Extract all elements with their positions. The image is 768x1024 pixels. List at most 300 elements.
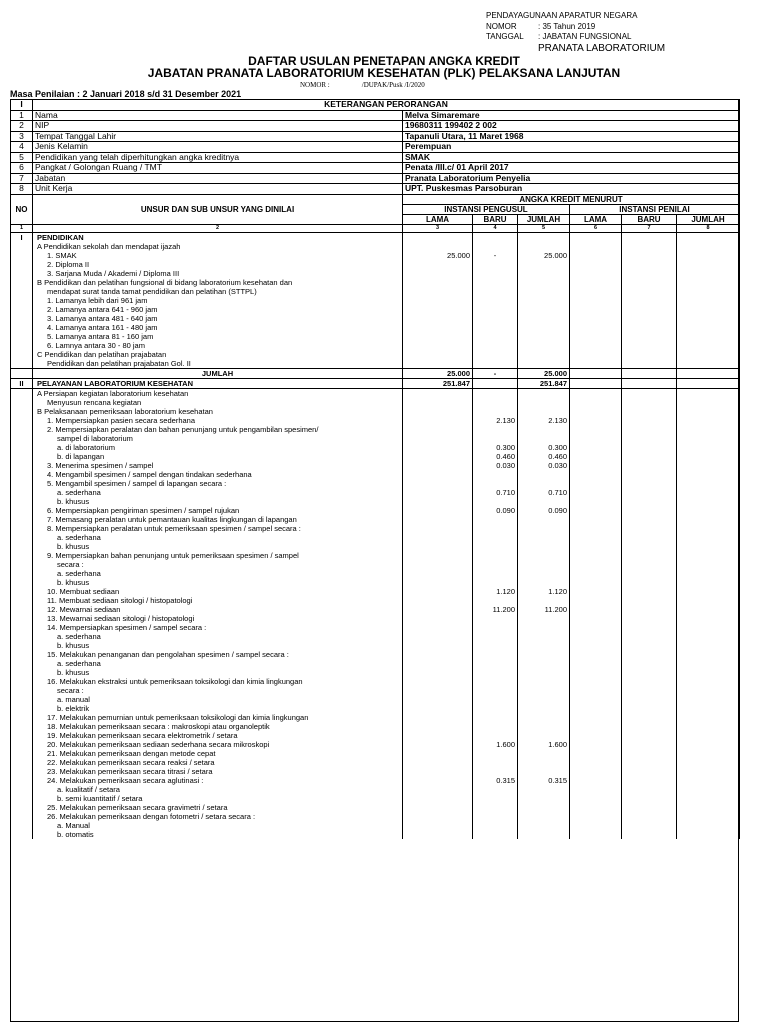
row-baru-penilai xyxy=(622,260,677,269)
row-jumlah-penilai xyxy=(677,506,740,515)
row-lama-penilai xyxy=(570,668,622,677)
row-text: b. otomatis xyxy=(33,830,403,839)
personal-label: Tempat Tanggal Lahir xyxy=(33,131,403,142)
row-lama-penilai xyxy=(570,722,622,731)
row-baru-penilai xyxy=(622,776,677,785)
header-line1: PENDAYAGUNAAN APARATUR NEGARA xyxy=(486,11,638,20)
row-lama-penilai xyxy=(570,623,622,632)
table-row xyxy=(11,794,740,803)
row-number xyxy=(11,443,33,452)
row-lama xyxy=(403,659,473,668)
row-text: 5. Lamanya antara 81 - 160 jam xyxy=(33,332,403,341)
row-lama xyxy=(403,332,473,341)
row-baru xyxy=(473,821,518,830)
row-baru xyxy=(473,350,518,359)
row-baru xyxy=(473,341,518,350)
row-text: sampel di laboratorium xyxy=(33,434,403,443)
personal-number: 1 xyxy=(11,110,33,121)
personal-row xyxy=(11,121,740,132)
row-text: 25. Melakukan pemeriksaan secara gravimetri / setara xyxy=(33,803,403,812)
row-baru xyxy=(473,713,518,722)
table-row xyxy=(11,821,740,830)
row-jumlah xyxy=(518,260,570,269)
row-baru xyxy=(473,542,518,551)
row-jumlah xyxy=(518,470,570,479)
row-text: 9. Mempersiapkan bahan penunjang untuk pemeriksaan spesimen / sampel xyxy=(33,551,403,560)
row-jumlah xyxy=(518,704,570,713)
row-text: 6. Mempersiapkan pengiriman spesimen / sampel rujukan xyxy=(33,506,403,515)
row-baru-penilai xyxy=(622,368,677,378)
colnum-6: 6 xyxy=(570,224,622,232)
row-text: 20. Melakukan pemeriksaan sediaan sederhana secara mikroskopi xyxy=(33,740,403,749)
row-text: 15. Melakukan penanganan dan pengolahan spesimen / sampel secara : xyxy=(33,650,403,659)
row-baru xyxy=(473,524,518,533)
row-jumlah-penilai xyxy=(677,242,740,251)
row-baru xyxy=(473,314,518,323)
row-lama xyxy=(403,560,473,569)
row-lama-penilai xyxy=(570,416,622,425)
row-lama xyxy=(403,488,473,497)
row-baru: 1.120 xyxy=(473,587,518,596)
row-lama xyxy=(403,569,473,578)
row-jumlah xyxy=(518,794,570,803)
row-text: 4. Lamanya antara 161 - 480 jam xyxy=(33,323,403,332)
row-number xyxy=(11,794,33,803)
row-text: b. khusus xyxy=(33,668,403,677)
personal-value: Tapanuli Utara, 11 Maret 1968 xyxy=(403,131,740,142)
row-number xyxy=(11,731,33,740)
row-baru xyxy=(473,407,518,416)
row-baru-penilai xyxy=(622,668,677,677)
row-jumlah-penilai xyxy=(677,296,740,305)
row-jumlah-penilai xyxy=(677,623,740,632)
row-jumlah-penilai xyxy=(677,803,740,812)
document-subtitle: JABATAN PRANATA LABORATORIUM KESEHATAN (PLK) PELAKSANA LANJUTAN xyxy=(147,66,621,80)
row-lama xyxy=(403,578,473,587)
row-jumlah xyxy=(518,731,570,740)
row-text: a. sederhana xyxy=(33,488,403,497)
row-jumlah-penilai xyxy=(677,713,740,722)
row-jumlah-penilai xyxy=(677,668,740,677)
row-jumlah xyxy=(518,434,570,443)
row-lama-penilai xyxy=(570,479,622,488)
row-text: b. khusus xyxy=(33,578,403,587)
row-baru xyxy=(473,812,518,821)
row-lama xyxy=(403,359,473,369)
header-lama-penilai: LAMA xyxy=(570,214,622,224)
row-text: JUMLAH xyxy=(33,368,403,378)
row-lama-penilai xyxy=(570,524,622,533)
row-jumlah-penilai xyxy=(677,479,740,488)
table-row xyxy=(11,722,740,731)
row-jumlah xyxy=(518,296,570,305)
row-lama-penilai xyxy=(570,232,622,242)
row-number xyxy=(11,287,33,296)
row-jumlah-penilai xyxy=(677,542,740,551)
row-baru xyxy=(473,378,518,388)
row-lama-penilai xyxy=(570,650,622,659)
table-header-row-1 xyxy=(11,194,740,204)
table-row xyxy=(11,767,740,776)
row-baru-penilai xyxy=(622,551,677,560)
table-row xyxy=(11,668,740,677)
row-number xyxy=(11,479,33,488)
table-row xyxy=(11,659,740,668)
row-lama-penilai xyxy=(570,242,622,251)
row-baru-penilai xyxy=(622,695,677,704)
row-lama-penilai xyxy=(570,587,622,596)
row-lama xyxy=(403,470,473,479)
row-baru-penilai xyxy=(622,314,677,323)
row-lama-penilai xyxy=(570,269,622,278)
row-jumlah: 0.090 xyxy=(518,506,570,515)
row-number xyxy=(11,614,33,623)
row-lama xyxy=(403,524,473,533)
row-number xyxy=(11,461,33,470)
row-baru xyxy=(473,767,518,776)
row-lama xyxy=(403,350,473,359)
row-baru xyxy=(473,425,518,434)
row-lama-penilai xyxy=(570,533,622,542)
row-baru-penilai xyxy=(622,686,677,695)
row-baru-penilai xyxy=(622,713,677,722)
row-baru-penilai xyxy=(622,305,677,314)
row-baru-penilai xyxy=(622,378,677,388)
row-jumlah: 25.000 xyxy=(518,368,570,378)
header-tanggal-label: TANGGAL xyxy=(486,32,524,41)
row-number xyxy=(11,641,33,650)
table-row xyxy=(11,569,740,578)
row-baru xyxy=(473,434,518,443)
row-baru xyxy=(473,269,518,278)
table-row xyxy=(11,296,740,305)
row-jumlah-penilai xyxy=(677,686,740,695)
table-row xyxy=(11,251,740,260)
row-number xyxy=(11,407,33,416)
row-text: 3. Sarjana Muda / Akademi / Diploma III xyxy=(33,269,403,278)
row-jumlah xyxy=(518,569,570,578)
row-jumlah xyxy=(518,341,570,350)
table-row xyxy=(11,515,740,524)
table-row xyxy=(11,830,740,839)
row-lama xyxy=(403,704,473,713)
personal-number: 2 xyxy=(11,121,33,132)
row-baru xyxy=(473,578,518,587)
row-jumlah-penilai xyxy=(677,821,740,830)
row-baru xyxy=(473,659,518,668)
row-jumlah xyxy=(518,713,570,722)
table-row xyxy=(11,560,740,569)
row-lama xyxy=(403,425,473,434)
table-row xyxy=(11,812,740,821)
row-jumlah: 0.710 xyxy=(518,488,570,497)
table-row xyxy=(11,232,740,242)
row-lama-penilai xyxy=(570,731,622,740)
row-lama: 25.000 xyxy=(403,368,473,378)
colnum-7: 7 xyxy=(622,224,677,232)
header-nomor-row xyxy=(486,22,665,33)
row-baru-penilai xyxy=(622,251,677,260)
row-baru-penilai xyxy=(622,560,677,569)
row-baru xyxy=(473,704,518,713)
table-row xyxy=(11,776,740,785)
row-lama xyxy=(403,668,473,677)
row-lama xyxy=(403,758,473,767)
table-row xyxy=(11,605,740,614)
row-baru-penilai xyxy=(622,470,677,479)
row-lama-penilai xyxy=(570,323,622,332)
table-row xyxy=(11,686,740,695)
row-number xyxy=(11,359,33,369)
row-text: 5. Mengambil spesimen / sampel di lapangan secara : xyxy=(33,479,403,488)
row-jumlah-penilai xyxy=(677,794,740,803)
table-row xyxy=(11,506,740,515)
row-text: 10. Membuat sediaan xyxy=(33,587,403,596)
personal-number: 8 xyxy=(11,184,33,195)
row-number xyxy=(11,388,33,398)
row-text: C Pendidikan dan pelatihan prajabatan xyxy=(33,350,403,359)
table-row xyxy=(11,425,740,434)
table-row xyxy=(11,341,740,350)
table-row xyxy=(11,278,740,287)
row-baru-penilai xyxy=(622,731,677,740)
row-lama-penilai xyxy=(570,425,622,434)
row-lama-penilai xyxy=(570,287,622,296)
row-text: mendapat surat tanda tamat pendidikan dan pelatihan (STTPL) xyxy=(33,287,403,296)
row-jumlah xyxy=(518,695,570,704)
row-jumlah: 0.300 xyxy=(518,443,570,452)
row-jumlah xyxy=(518,269,570,278)
row-baru xyxy=(473,359,518,369)
row-lama xyxy=(403,830,473,839)
row-text: 3. Lamanya antara 481 - 640 jam xyxy=(33,314,403,323)
row-lama-penilai xyxy=(570,641,622,650)
row-lama xyxy=(403,785,473,794)
row-jumlah xyxy=(518,785,570,794)
row-lama-penilai xyxy=(570,398,622,407)
row-lama-penilai xyxy=(570,378,622,388)
row-baru-penilai xyxy=(622,278,677,287)
row-lama-penilai xyxy=(570,632,622,641)
row-text: Menyusun rencana kegiatan xyxy=(33,398,403,407)
row-baru xyxy=(473,551,518,560)
row-jumlah-penilai xyxy=(677,740,740,749)
row-text: b. semi kuantitatif / setara xyxy=(33,794,403,803)
row-jumlah xyxy=(518,758,570,767)
row-number xyxy=(11,695,33,704)
row-number xyxy=(11,497,33,506)
personal-value: UPT. Puskesmas Parsoburan xyxy=(403,184,740,195)
row-jumlah xyxy=(518,388,570,398)
row-baru-penilai xyxy=(622,398,677,407)
row-baru-penilai xyxy=(622,434,677,443)
row-lama-penilai xyxy=(570,677,622,686)
row-jumlah-penilai xyxy=(677,434,740,443)
row-lama-penilai xyxy=(570,434,622,443)
row-text: 6. Lamnya antara 30 - 80 jam xyxy=(33,341,403,350)
assessment-period: Masa Penilaian : 2 Januari 2018 s/d 31 Desember 2021 xyxy=(10,89,242,99)
row-number xyxy=(11,314,33,323)
row-lama xyxy=(403,242,473,251)
table-row xyxy=(11,614,740,623)
row-jumlah-penilai xyxy=(677,314,740,323)
row-baru: 11.200 xyxy=(473,605,518,614)
header-reference xyxy=(486,11,665,55)
row-baru xyxy=(473,287,518,296)
row-baru xyxy=(473,830,518,839)
row-baru xyxy=(473,632,518,641)
row-jumlah-penilai xyxy=(677,659,740,668)
table-row xyxy=(11,350,740,359)
row-jumlah-penilai xyxy=(677,443,740,452)
table-row xyxy=(11,596,740,605)
row-lama: 25.000 xyxy=(403,251,473,260)
row-jumlah xyxy=(518,278,570,287)
row-number xyxy=(11,551,33,560)
row-jumlah-penilai xyxy=(677,470,740,479)
row-baru: 0.030 xyxy=(473,461,518,470)
row-lama xyxy=(403,623,473,632)
row-number xyxy=(11,749,33,758)
row-jumlah xyxy=(518,479,570,488)
row-baru xyxy=(473,332,518,341)
row-number xyxy=(11,323,33,332)
row-number xyxy=(11,704,33,713)
header-jumlah-penilai: JUMLAH xyxy=(677,214,740,224)
table-row xyxy=(11,623,740,632)
row-baru-penilai xyxy=(622,452,677,461)
table-row xyxy=(11,533,740,542)
row-jumlah xyxy=(518,542,570,551)
header-instansi-pengusul: INSTANSI PENGUSUL xyxy=(403,204,570,214)
table-row xyxy=(11,269,740,278)
row-baru-penilai xyxy=(622,758,677,767)
row-lama: 251.847 xyxy=(403,378,473,388)
row-text: b. di lapangan xyxy=(33,452,403,461)
row-text: 7. Memasang peralatan untuk pemantauan kualitas lingkungan di lapangan xyxy=(33,515,403,524)
row-baru-penilai xyxy=(622,740,677,749)
row-text: 22. Melakukan pemeriksaan secara reaksi / setara xyxy=(33,758,403,767)
row-jumlah xyxy=(518,821,570,830)
row-baru-penilai xyxy=(622,632,677,641)
row-baru-penilai xyxy=(622,533,677,542)
row-lama-penilai xyxy=(570,350,622,359)
row-text: secara : xyxy=(33,560,403,569)
row-jumlah-penilai xyxy=(677,269,740,278)
row-text: b. khusus xyxy=(33,641,403,650)
row-baru-penilai xyxy=(622,596,677,605)
row-jumlah xyxy=(518,677,570,686)
row-lama-penilai xyxy=(570,551,622,560)
row-baru-penilai xyxy=(622,242,677,251)
row-jumlah-penilai xyxy=(677,378,740,388)
colnum-4: 4 xyxy=(473,224,518,232)
row-number xyxy=(11,740,33,749)
table-row xyxy=(11,461,740,470)
row-jumlah-penilai xyxy=(677,614,740,623)
row-lama-penilai xyxy=(570,695,622,704)
section-i-title: KETERANGAN PERORANGAN xyxy=(33,100,740,111)
personal-row xyxy=(11,152,740,163)
row-jumlah xyxy=(518,305,570,314)
row-baru xyxy=(473,668,518,677)
row-baru-penilai xyxy=(622,497,677,506)
row-jumlah-penilai xyxy=(677,287,740,296)
colnum-1: 1 xyxy=(11,224,33,232)
row-lama-penilai xyxy=(570,686,622,695)
row-baru xyxy=(473,677,518,686)
row-jumlah-penilai xyxy=(677,461,740,470)
row-lama-penilai xyxy=(570,305,622,314)
credit-table xyxy=(10,99,740,839)
row-number xyxy=(11,425,33,434)
row-jumlah-penilai xyxy=(677,488,740,497)
row-jumlah xyxy=(518,232,570,242)
row-jumlah-penilai xyxy=(677,677,740,686)
row-lama xyxy=(403,305,473,314)
row-number: II xyxy=(11,378,33,388)
row-jumlah xyxy=(518,350,570,359)
personal-label: Jenis Kelamin xyxy=(33,142,403,153)
row-jumlah xyxy=(518,749,570,758)
row-lama xyxy=(403,323,473,332)
row-jumlah xyxy=(518,668,570,677)
row-number xyxy=(11,269,33,278)
row-lama xyxy=(403,641,473,650)
row-text: PELAYANAN LABORATORIUM KESEHATAN xyxy=(33,378,403,388)
row-lama xyxy=(403,686,473,695)
row-jumlah xyxy=(518,812,570,821)
column-number-row xyxy=(11,224,740,232)
personal-row xyxy=(11,110,740,121)
row-jumlah-penilai xyxy=(677,305,740,314)
table-row xyxy=(11,551,740,560)
personal-value: Penata /III.c/ 01 April 2017 xyxy=(403,163,740,174)
header-tanggal-row xyxy=(486,32,665,43)
row-baru-penilai xyxy=(622,542,677,551)
row-text: a. Manual xyxy=(33,821,403,830)
row-lama xyxy=(403,461,473,470)
row-jumlah: 1.120 xyxy=(518,587,570,596)
row-lama xyxy=(403,632,473,641)
row-baru-penilai xyxy=(622,821,677,830)
document-number-value: /DUPAK/Pusk /I/2020 xyxy=(361,81,425,89)
row-lama-penilai xyxy=(570,407,622,416)
table-row xyxy=(11,368,740,378)
row-lama xyxy=(403,533,473,542)
row-lama xyxy=(403,695,473,704)
row-lama-penilai xyxy=(570,251,622,260)
row-text: 16. Melakukan ekstraksi untuk pemeriksaan toksikologi dan kimia lingkungan xyxy=(33,677,403,686)
row-lama xyxy=(403,677,473,686)
row-lama-penilai xyxy=(570,314,622,323)
row-baru-penilai xyxy=(622,350,677,359)
row-text: 24. Melakukan pemeriksaan secara aglutinasi : xyxy=(33,776,403,785)
row-baru xyxy=(473,785,518,794)
row-jumlah: 1.600 xyxy=(518,740,570,749)
row-lama-penilai xyxy=(570,614,622,623)
table-row xyxy=(11,578,740,587)
row-baru xyxy=(473,695,518,704)
table-row xyxy=(11,260,740,269)
row-lama-penilai xyxy=(570,497,622,506)
row-jumlah xyxy=(518,614,570,623)
row-text: 17. Melakukan pemurnian untuk pemeriksaan toksikologi dan kimia lingkungan xyxy=(33,713,403,722)
row-number xyxy=(11,332,33,341)
row-lama xyxy=(403,232,473,242)
row-jumlah-penilai xyxy=(677,758,740,767)
row-baru xyxy=(473,260,518,269)
